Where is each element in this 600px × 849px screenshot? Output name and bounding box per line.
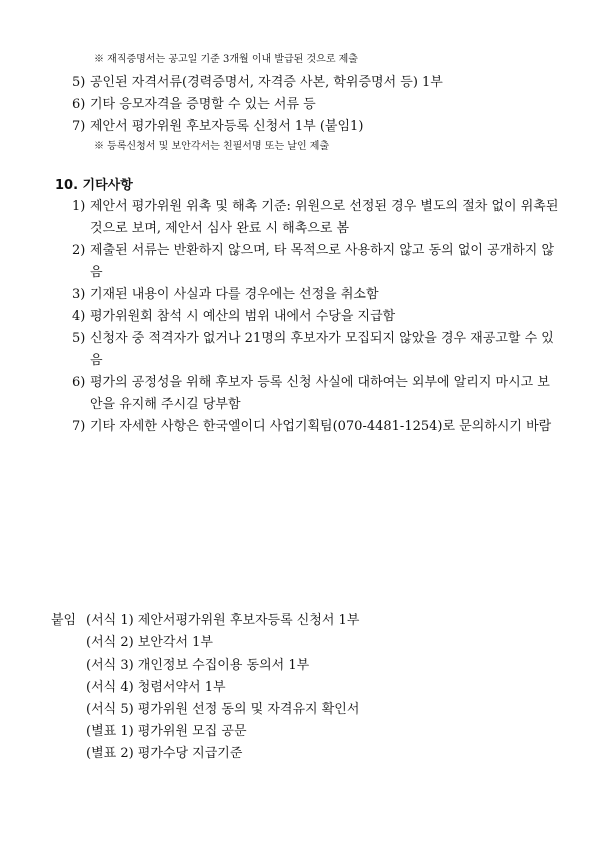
item-text: 제안서 평가위원 후보자등록 신청서 1부 (붙임1) (90, 119, 364, 134)
attachment-item: (서식 5) 평가위원 선정 동의 및 자격유지 확인서 (86, 702, 360, 717)
item-number: 6) (72, 97, 86, 112)
item-text: 기재된 내용이 사실과 다를 경우에는 선정을 취소함 (90, 287, 379, 302)
note-signature: ※ 등록신청서 및 보안각서는 친필서명 또는 날인 제출 (94, 141, 330, 152)
attachment-item: (별표 1) 평가위원 모집 공문 (86, 724, 247, 739)
attachment-item: (서식 2) 보안각서 1부 (86, 635, 213, 650)
item-number: 1) (72, 199, 86, 214)
item-number: 5) (72, 75, 86, 90)
item-text: 기타 자세한 사항은 한국엘이디 사업기획팀(070-4481-1254)로 문의하시기 바람 (90, 419, 552, 434)
section-heading: 10. 기타사항 (55, 178, 133, 193)
item-number: 4) (72, 309, 86, 324)
item-text: 평가위원회 참석 시 예산의 범위 내에서 수당을 지급함 (90, 309, 396, 324)
attachment-item: (서식 1) 제안서평가위원 후보자등록 신청서 1부 (86, 613, 360, 628)
item-number: 7) (72, 419, 86, 434)
item-text: 공인된 자격서류(경력증명서, 자격증 사본, 학위증명서 등) 1부 (90, 75, 443, 90)
item-text: 제출된 서류는 반환하지 않으며, 타 목적으로 사용하지 않고 동의 없이 공개하지 않음 (90, 243, 555, 280)
item-number: 2) (72, 243, 86, 258)
attachments-label: 붙임 (51, 613, 77, 628)
item-text: 제안서 평가위원 위촉 및 해촉 기준: 위원으로 선정된 경우 별도의 절차 없이 위촉된 것으로 보며, 제안서 심사 완료 시 해촉으로 봄 (90, 199, 559, 236)
item-number: 6) (72, 375, 86, 390)
item-number: 5) (72, 331, 86, 346)
item-text: 평가의 공정성을 위해 후보자 등록 신청 사실에 대하여는 외부에 알리지 마시고 보안을 유지해 주시길 당부함 (90, 375, 550, 412)
note-employment-certificate: ※ 재직증명서는 공고일 기준 3개월 이내 발급된 것으로 제출 (94, 54, 358, 65)
attachment-item: (별표 2) 평가수당 지급기준 (86, 746, 243, 761)
item-text: 기타 응모자격을 증명할 수 있는 서류 등 (90, 97, 316, 112)
attachment-item: (서식 4) 청렴서약서 1부 (86, 680, 226, 695)
item-number: 3) (72, 287, 86, 302)
item-number: 7) (72, 119, 86, 134)
item-text: 신청자 중 적격자가 없거나 21명의 후보자가 모집되지 않았을 경우 재공고할 수 있음 (90, 331, 554, 368)
attachment-item: (서식 3) 개인정보 수집이용 동의서 1부 (86, 658, 310, 673)
